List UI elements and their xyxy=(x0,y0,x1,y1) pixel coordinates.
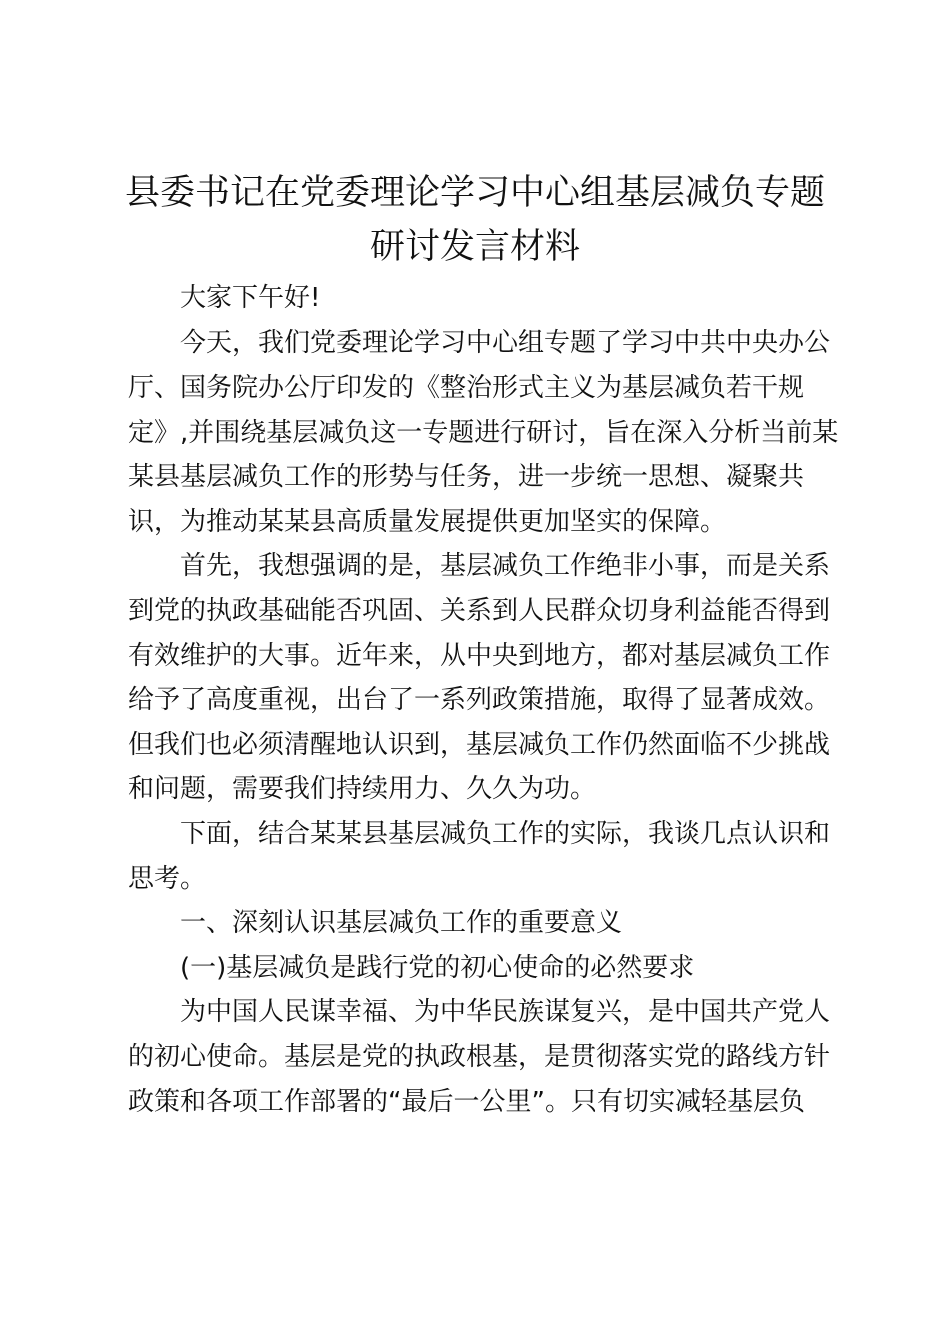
paragraph-3-line-1: 下面，结合某某县基层减负工作的实际，我谈几点认识和 xyxy=(180,819,831,849)
greeting-line: 大家下午好! xyxy=(180,283,321,313)
document-title-line-1: 县委书记在党委理论学习中心组基层减负专题 xyxy=(124,173,825,213)
subsection-heading: (一)基层减负是践行党的初心使命的必然要求 xyxy=(180,953,695,983)
paragraph-2-line-1: 首先，我想强调的是，基层减负工作绝非小事，而是关系 xyxy=(180,551,831,581)
paragraph-2-line-6: 和问题，需要我们持续用力、久久为功。 xyxy=(128,774,597,804)
paragraph-1-line-2: 厅、国务院办公厅印发的《整治形式主义为基层减负若干规 xyxy=(128,373,805,403)
paragraph-4-line-2: 的初心使命。基层是党的执政根基，是贯彻落实党的路线方针 xyxy=(128,1042,831,1072)
paragraph-2-line-4: 给予了高度重视，出台了一系列政策措施，取得了显著成效。 xyxy=(128,685,831,715)
paragraph-1-line-1: 今天，我们党委理论学习中心组专题了学习中共中央办公 xyxy=(180,328,831,358)
paragraph-4-line-1: 为中国人民谋幸福、为中华民族谋复兴，是中国共产党人 xyxy=(180,997,831,1027)
paragraph-1-line-4: 某县基层减负工作的形势与任务，进一步统一思想、凝聚共 xyxy=(128,462,805,492)
section-heading: 一、深刻认识基层减负工作的重要意义 xyxy=(180,908,623,938)
paragraph-2-line-3: 有效维护的大事。近年来，从中央到地方，都对基层减负工作 xyxy=(128,641,831,671)
paragraph-1-line-3: 定》,并围绕基层减负这一专题进行研讨，旨在深入分析当前某 xyxy=(128,418,839,448)
paragraph-1-line-5: 识，为推动某某县高质量发展提供更加坚实的保障。 xyxy=(128,507,727,537)
paragraph-3-line-2: 思考。 xyxy=(128,864,207,894)
paragraph-2-line-2: 到党的执政基础能否巩固、关系到人民群众切身利益能否得到 xyxy=(128,596,831,626)
paragraph-4-line-3: 政策和各项工作部署的“最后一公里”。只有切实减轻基层负 xyxy=(128,1087,805,1117)
paragraph-2-line-5: 但我们也必须清醒地认识到，基层减负工作仍然面临不少挑战 xyxy=(128,730,831,760)
document-title-line-2: 研讨发言材料 xyxy=(369,227,580,267)
